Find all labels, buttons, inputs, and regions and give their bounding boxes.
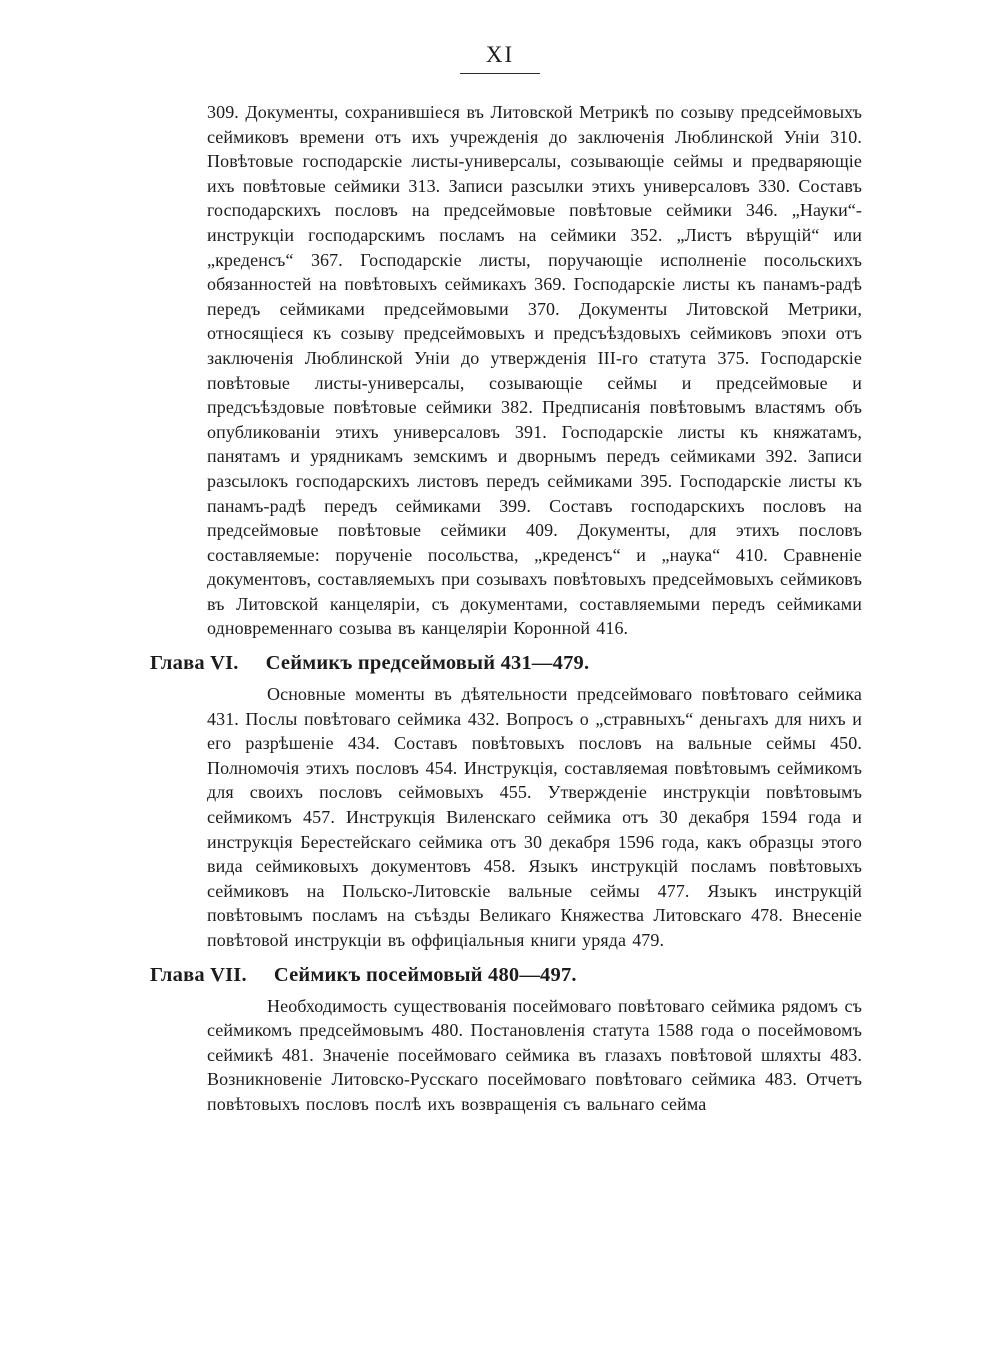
chapter-vi-label: Глава VI.: [150, 652, 239, 675]
chapter-vii-title: Сеймикъ посеймовый 480—497.: [273, 963, 577, 986]
chapter-heading-vi: [150, 650, 862, 676]
toc-paragraph-chapter-vi: Основные моменты въ дѣятельности предсеймоваго повѣтоваго сеймика 431. Послы повѣтоваго сеймика 432. Вопросъ о „стравныхъ“ деньгахъ для нихъ и его разрѣшеніе 434. Составъ повѣтовыхъ пословъ на вальные сеймы 450. Полномочія этихъ пословъ 454. Инструкція, составляемая повѣтовымъ сеймикомъ для своихъ пословъ сеймовыхъ 455. Утвержденіе инструкціи повѣтовымъ сеймикомъ 457. Инструкція Виленскаго сеймика отъ 30 декабря 1594 года и инструкція Берестейскаго сеймика отъ 30 декабря 1596 года, какъ образцы этого вида сеймиковыхъ документовъ 458. Языкъ инструкцій посламъ повѣтовыхъ сеймиковъ на Польско-Литовскіе вальные сеймы 477. Языкъ инструкцій повѣтовымъ посламъ на съѣзды Великаго Княжества Литовскаго 478. Внесеніе повѣтовой инструкціи въ оффиціальныя книги уряда 479.: [207, 684, 862, 950]
chapter-vi-title: Сеймикъ предсеймовый 431—479.: [265, 652, 590, 675]
toc-paragraph-chapter-vii: Необходимость существованія посеймоваго повѣтоваго сеймика рядомъ съ сеймикомъ предсеймовымъ 480. Постановленія статута 1588 года о посеймовомъ сеймикѣ 481. Значеніе посеймоваго сеймика въ глазахъ повѣтовой шляхты 483. Возникновеніе Литовско-Русскаго посеймоваго повѣтоваго сеймика 483. Отчетъ повѣтовыхъ пословъ послѣ ихъ возвращенія съ вальнаго сейма: [207, 995, 862, 1114]
toc-paragraph-chapter-v-continuation: 309. Документы, сохранившіеся въ Литовской Метрикѣ по созыву предсеймовыхъ сеймиковъ времени отъ ихъ учрежденія до заключенія Люблинской Уніи 310. Повѣтовые господарскіе листы-универсалы, созывающіе сеймы и предваряющіе ихъ повѣтовые сеймики 313. Записи разсылки этихъ универсаловъ 330. Составъ господарскихъ пословъ на предсеймовые повѣтовые сеймики 346. „Науки“-инструкціи господарскимъ посламъ на сеймики 352. „Листъ вѣрущій“ или „креденсъ“ 367. Господарскіе листы, поручающіе исполненіе посольскихъ обязанностей на повѣтовыхъ сеймикахъ 369. Господарскіе листы къ панамъ-радѣ передъ сеймиками предсеймовыми 370. Документы Литовской Метрики, относящіеся къ созыву предсеймовыхъ и предсъѣздовыхъ сеймиковъ эпохи отъ заключенія Люблинской Уніи до утвержденія III-го статута 375. Господарскіе повѣтовые листы-универсалы, созывающіе сеймы и предсеймовые и предсъѣздовые повѣтовые сеймики 382. Предписанія повѣтовымъ властямъ объ опубликованіи этихъ универсаловъ 391. Господарскіе листы къ княжатамъ, панятамъ и урядникамъ земскимъ и дворнымъ передъ сеймиками 392. Записи разсылокъ господарскихъ листовъ передъ сеймиками 395. Господарскіе листы къ панамъ-радѣ передъ сеймиками 399. Составъ господарскихъ пословъ на предсеймовые повѣтовые сеймики 409. Документы, для этихъ пословъ составляемые: порученіе посольства, „креденсъ“ и „наука“ 410. Сравненіе документовъ, составляемыхъ при созывахъ повѣтовыхъ предсеймовыхъ сеймиковъ въ Литовской канцеляріи, съ документами, составляемыми передъ сеймиками одновременнаго созыва въ канцеляріи Коронной 416.: [207, 102, 862, 639]
page-header: [0, 42, 1000, 74]
page-number: XI: [460, 42, 540, 74]
table-of-contents: [150, 100, 862, 1117]
chapter-vii-label: Глава VII.: [150, 963, 247, 986]
chapter-heading-vii: [150, 962, 862, 988]
